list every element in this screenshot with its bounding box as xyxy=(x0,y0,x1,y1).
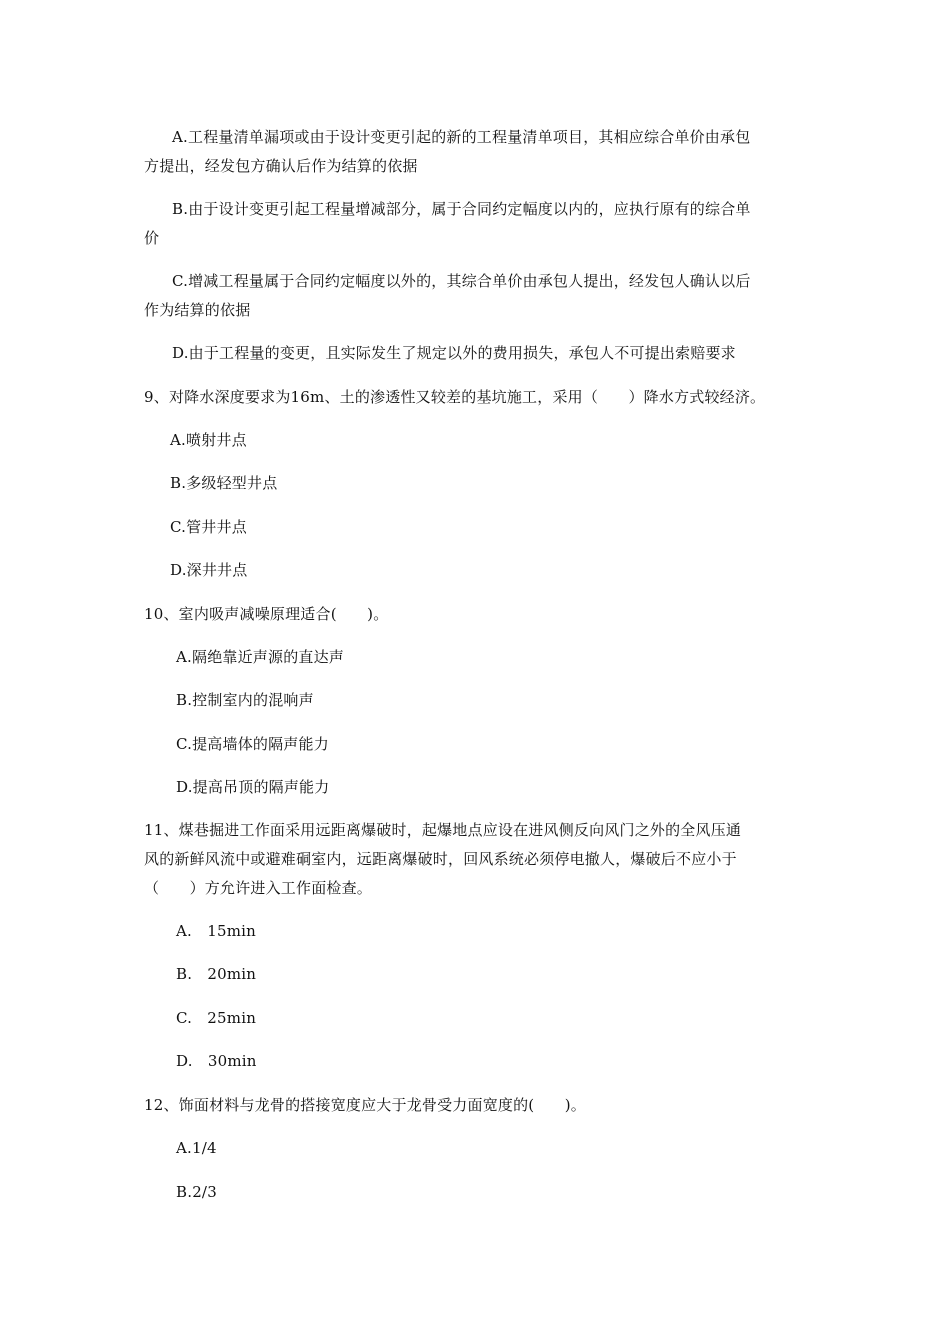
q8-option-d: D.由于工程量的变更，且实际发生了规定以外的费用损失，承包人不可提出索赔要求 xyxy=(172,344,736,362)
q11-option-a: A. 15min xyxy=(176,922,256,940)
q9-stem: 9、对降水深度要求为16m、土的渗透性又较差的基坑施工，采用（ ）降水方式较经济。 xyxy=(144,388,766,406)
q9-option-c: C.管井井点 xyxy=(170,518,247,536)
q8-option-c-line1: C.增减工程量属于合同约定幅度以外的，其综合单价由承包人提出，经发包人确认以后 xyxy=(172,272,751,290)
q9-option-d: D.深井井点 xyxy=(170,561,248,579)
q8-option-b-line2: 价 xyxy=(144,229,160,247)
q12-option-a: A.1/4 xyxy=(176,1139,217,1157)
q8-option-c-line2: 作为结算的依据 xyxy=(144,301,251,319)
q11-stem-line2: 风的新鲜风流中或避难硐室内，远距离爆破时，回风系统必须停电撤人，爆破后不应小于 xyxy=(144,850,737,868)
q11-option-b: B. 20min xyxy=(176,965,257,983)
q9-option-b: B.多级轻型井点 xyxy=(170,474,278,492)
q10-option-c: C.提高墙体的隔声能力 xyxy=(176,735,329,753)
q10-option-b: B.控制室内的混响声 xyxy=(176,691,314,709)
q8-option-a-line1: A.工程量清单漏项或由于设计变更引起的新的工程量清单项目，其相应综合单价由承包 xyxy=(172,128,751,146)
q12-stem: 12、饰面材料与龙骨的搭接宽度应大于龙骨受力面宽度的( )。 xyxy=(144,1096,586,1114)
q9-option-a: A.喷射井点 xyxy=(170,431,247,449)
q8-option-b-line1: B.由于设计变更引起工程量增减部分，属于合同约定幅度以内的，应执行原有的综合单 xyxy=(172,200,751,218)
q10-stem: 10、室内吸声减噪原理适合( )。 xyxy=(144,605,389,623)
q11-stem-line3: （ ）方允许进入工作面检查。 xyxy=(144,879,373,897)
q11-stem-line1: 11、煤巷掘进工作面采用远距离爆破时，起爆地点应设在进风侧反向风门之外的全风压通 xyxy=(144,821,742,839)
q10-option-a: A.隔绝靠近声源的直达声 xyxy=(176,648,345,666)
q10-option-d: D.提高吊顶的隔声能力 xyxy=(176,778,330,796)
q8-option-a-line2: 方提出，经发包方确认后作为结算的依据 xyxy=(144,157,418,175)
q11-option-d: D. 30min xyxy=(176,1052,257,1070)
q12-option-b: B.2/3 xyxy=(176,1183,217,1201)
q11-option-c: C. 25min xyxy=(176,1009,257,1027)
